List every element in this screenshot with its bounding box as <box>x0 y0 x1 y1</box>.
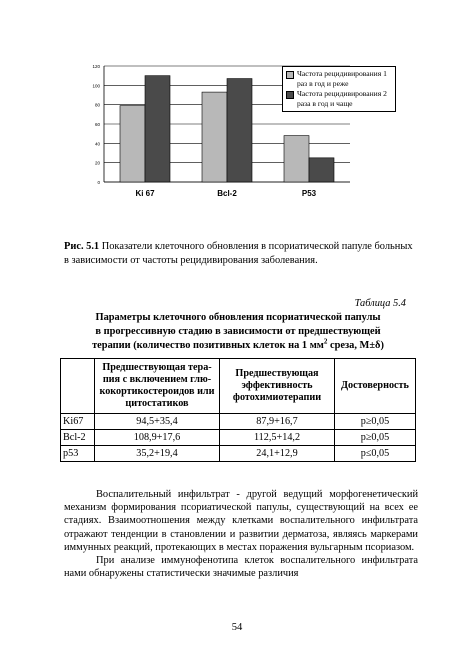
table-row <box>61 430 416 446</box>
y-tick-label: 20 <box>94 160 100 166</box>
bar <box>202 92 227 182</box>
table-cell: 87,9+16,7 <box>220 414 335 430</box>
y-tick-label: 60 <box>94 122 100 127</box>
table-title-line-3 <box>60 339 416 353</box>
table-header-prior-therapy: Предшествующая тера-пия с включением глю-кокортикостероидов или цитостатиков <box>95 359 220 414</box>
table-header-phototherapy: Предшествующая эффективность фотохимиотерапии <box>220 359 335 414</box>
body-paragraph-2: При анализе иммунофенотипа клеток воспалительного инфильтрата нами обнаружены статистически значимые различия <box>64 555 418 580</box>
data-table <box>60 358 416 462</box>
y-tick-label: 100 <box>92 83 100 89</box>
table-cell-significance: p≥0,05 <box>335 414 416 430</box>
bar <box>309 158 334 182</box>
table-cell-significance: p≥0,05 <box>335 430 416 446</box>
y-tick-label: 80 <box>94 102 100 108</box>
table-title-line-3-end: среза, M±δ) <box>327 340 384 351</box>
table-header-significance: Достоверность <box>335 359 416 414</box>
x-tick-label: Bcl-2 <box>217 189 237 198</box>
table-label: Таблица 5.4 <box>354 298 406 309</box>
table-title-superscript: 2 <box>323 337 328 346</box>
bar <box>227 79 252 182</box>
table-header-row <box>61 359 416 414</box>
y-tick-label: 40 <box>94 141 100 147</box>
x-tick-label: P53 <box>301 189 317 198</box>
legend-label-series-2: Частота рецидивирования 2 раза в год и чаще <box>297 89 387 108</box>
table-row <box>61 446 416 462</box>
legend-label-series-1: Частота рецидивирования 1 раз в год и реже <box>297 69 387 88</box>
table-cell: 94,5+35,4 <box>95 414 220 430</box>
table-row-name: Bcl-2 <box>61 430 95 446</box>
y-tick-label: 120 <box>92 64 100 69</box>
table-title-line-2: в прогрессивную стадию в зависимости от предшествующей <box>95 326 381 337</box>
legend-swatch-series-1 <box>286 71 294 79</box>
figure-caption-label: Рис. 5.1 <box>64 241 100 252</box>
bar <box>284 136 309 182</box>
table-row-name: Ki67 <box>61 414 95 430</box>
table-cell: 35,2+19,4 <box>95 446 220 462</box>
y-tick-label: 0 <box>97 180 100 185</box>
body-text <box>64 488 418 580</box>
chart-legend <box>282 66 396 112</box>
legend-item-series-1 <box>286 69 393 89</box>
table-cell: 108,9+17,6 <box>95 430 220 446</box>
table-cell-significance: p≤0,05 <box>335 446 416 462</box>
table-row <box>61 414 416 430</box>
body-paragraph-1: Воспалительный инфильтрат - другой ведущий морфогенетический механизм формирования псориатической папулы, существующий на всех ее стадиях. Взаимоотношения между клетками воспалительного инфильтрата отражают тенденции в становлении и развитии дерматоза, являясь маркерами иммунных реакций, протекающих в местах поражения вульгарным псориазом. <box>64 489 418 553</box>
bar <box>120 106 145 182</box>
figure-caption <box>64 240 418 268</box>
table-title-line-3-main: терапии (количество позитивных клеток на 1 мм <box>92 340 324 351</box>
table-cell: 112,5+14,2 <box>220 430 335 446</box>
legend-item-series-2 <box>286 89 393 109</box>
table-cell: 24,1+12,9 <box>220 446 335 462</box>
table-title-line-1: Параметры клеточного обновления псориатической папулы <box>95 312 381 323</box>
bar <box>145 76 170 182</box>
page-number: 54 <box>231 622 243 633</box>
table-header-empty <box>61 359 95 414</box>
table-title <box>60 311 416 353</box>
legend-swatch-series-2 <box>286 91 294 99</box>
table-row-name: p53 <box>61 446 95 462</box>
figure-caption-text: Показатели клеточного обновления в псориатической папуле больных в зависимости от частоты рецидивирования заболевания. <box>64 241 413 266</box>
x-tick-label: Ki 67 <box>135 189 155 198</box>
